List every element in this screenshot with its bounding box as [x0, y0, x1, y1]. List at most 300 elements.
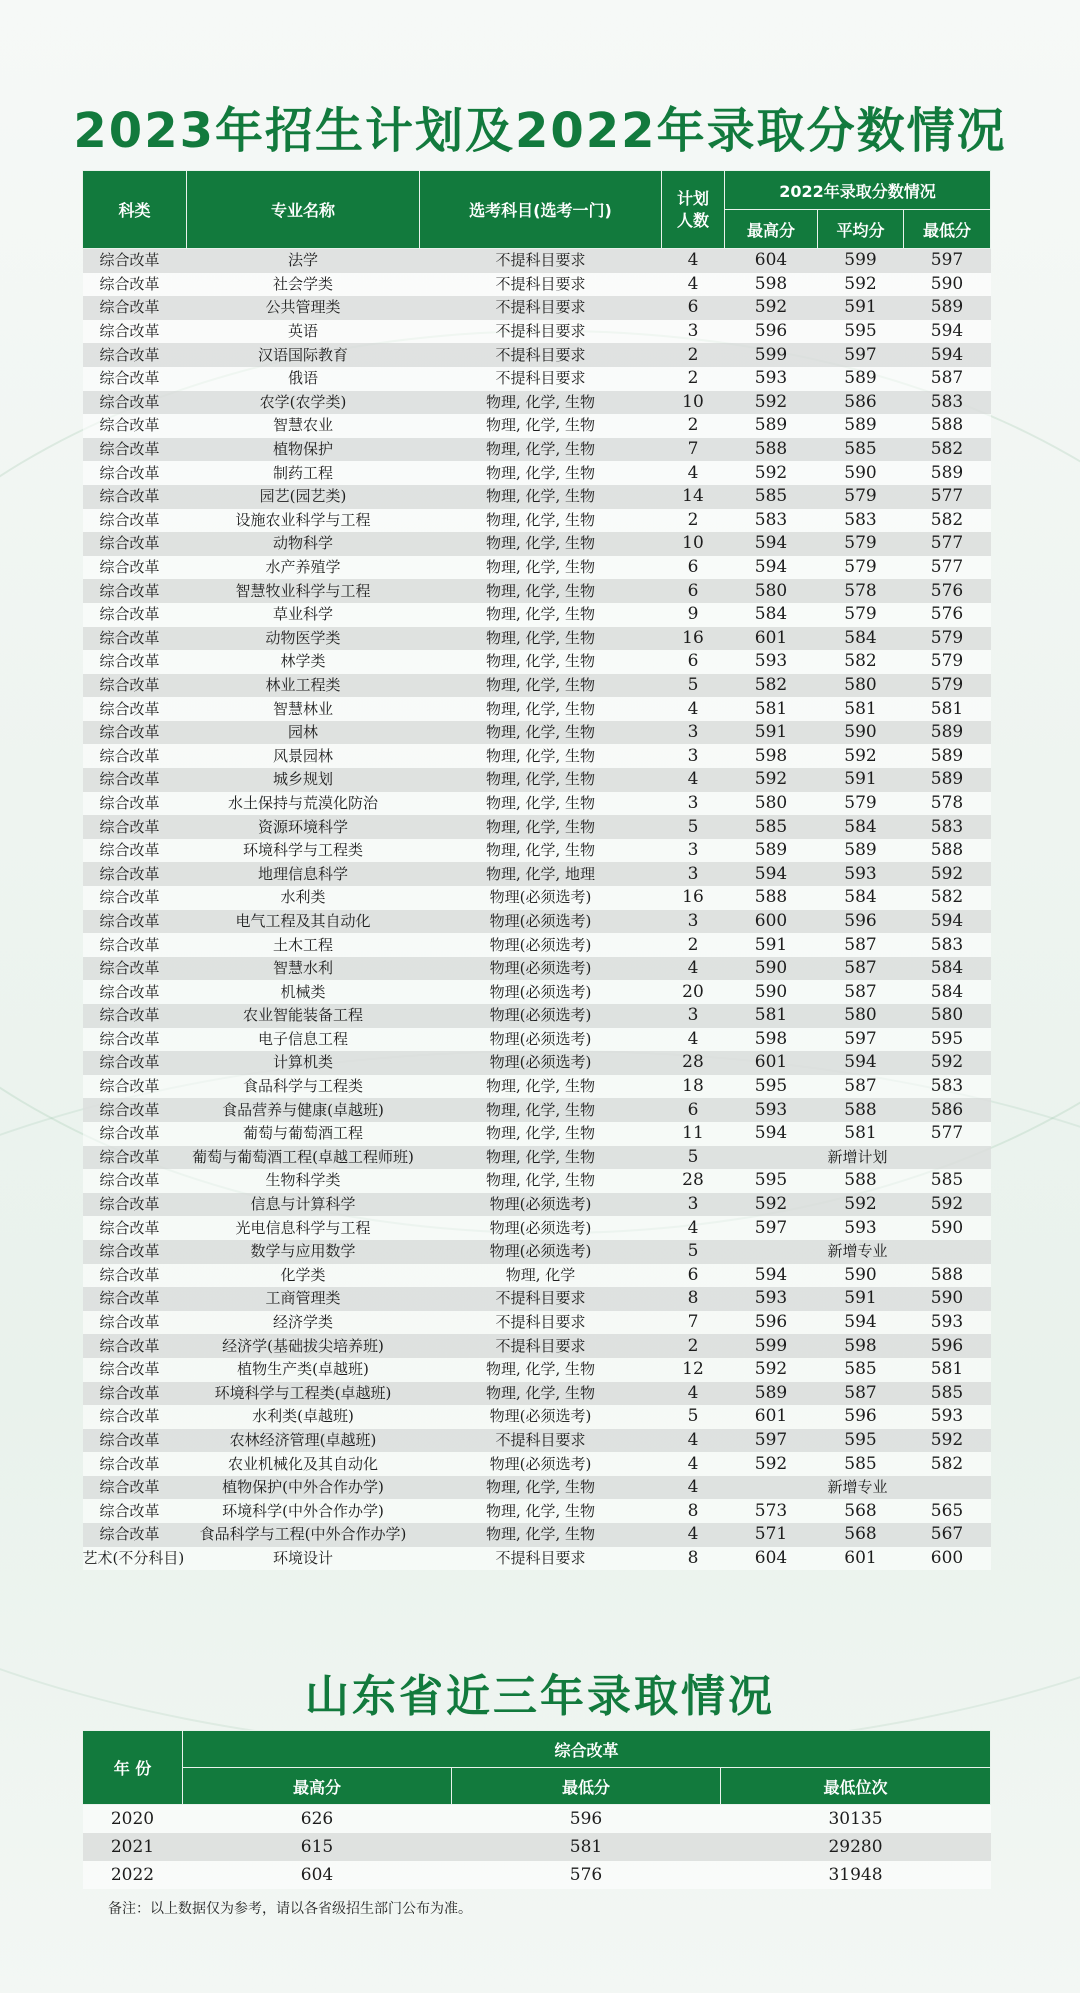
cell-min: 581	[904, 1358, 991, 1382]
table-row	[83, 1805, 991, 1834]
cell-plan: 8	[662, 1499, 725, 1523]
cell-max: 580	[725, 579, 818, 603]
cell-subjects: 物理(必须选考)	[420, 957, 662, 981]
cell-major: 植物生产类(卓越班)	[187, 1358, 420, 1382]
cell-plan: 5	[662, 815, 725, 839]
cell-min: 584	[904, 957, 991, 981]
cell-plan: 4	[662, 768, 725, 792]
cell-min: 592	[904, 1051, 991, 1075]
cell-major: 环境科学(中外合作办学)	[187, 1499, 420, 1523]
cell-category: 综合改革	[83, 1051, 187, 1075]
cell-avg: 601	[818, 1547, 904, 1571]
cell-min: 596	[904, 1334, 991, 1358]
cell-major: 草业科学	[187, 603, 420, 627]
cell-major: 农林经济管理(卓越班)	[187, 1429, 420, 1453]
cell-category: 综合改革	[83, 1429, 187, 1453]
cell-plan: 6	[662, 1098, 725, 1122]
cell-major: 农学(农学类)	[187, 391, 420, 415]
cell-category: 综合改革	[83, 461, 187, 485]
table-row	[83, 1452, 991, 1476]
cell-subjects: 物理, 化学, 生物	[420, 1075, 662, 1099]
table-row	[83, 650, 991, 674]
cell-max: 588	[725, 886, 818, 910]
cell-min: 592	[904, 862, 991, 886]
cell-major: 农业智能装备工程	[187, 1004, 420, 1028]
cell-category: 综合改革	[83, 627, 187, 651]
cell-max: 592	[725, 391, 818, 415]
cell-avg: 584	[818, 886, 904, 910]
cell-min: 589	[904, 461, 991, 485]
table-row	[83, 1499, 991, 1523]
cell-subjects: 物理, 化学, 生物	[420, 603, 662, 627]
cell-major: 农业机械化及其自动化	[187, 1452, 420, 1476]
cell-category: 综合改革	[83, 1476, 187, 1500]
table-row	[83, 1146, 991, 1170]
page-title: 2023年招生计划及2022年录取分数情况	[73, 103, 1007, 159]
cell-subjects: 物理, 化学, 生物	[420, 815, 662, 839]
table-row	[83, 1098, 991, 1122]
cell-avg: 595	[818, 320, 904, 344]
cell-plan: 16	[662, 627, 725, 651]
cell-category: 综合改革	[83, 1358, 187, 1382]
cell-max: 596	[725, 320, 818, 344]
cell-avg: 580	[818, 1004, 904, 1028]
cell-min: 579	[904, 650, 991, 674]
table-row	[83, 579, 991, 603]
table-row	[83, 1193, 991, 1217]
table-row	[83, 792, 991, 816]
cell-max: 626	[183, 1805, 452, 1834]
cell-plan: 5	[662, 1405, 725, 1429]
cell-category: 综合改革	[83, 1452, 187, 1476]
table-row	[83, 1051, 991, 1075]
cell-min: 582	[904, 438, 991, 462]
cell-subjects: 物理, 化学, 生物	[420, 438, 662, 462]
cell-avg: 594	[818, 1311, 904, 1335]
cell-category: 艺术(不分科目)	[83, 1547, 187, 1571]
cell-subjects: 物理, 化学, 生物	[420, 1523, 662, 1547]
cell-max: 589	[725, 1382, 818, 1406]
cell-max: 580	[725, 792, 818, 816]
cell-min: 588	[904, 1264, 991, 1288]
cell-year: 2021	[83, 1833, 183, 1861]
cell-max: 596	[725, 1311, 818, 1335]
cell-avg: 593	[818, 1216, 904, 1240]
cell-category: 综合改革	[83, 273, 187, 297]
cell-status: 新增计划	[725, 1146, 991, 1170]
cell-category: 综合改革	[83, 1264, 187, 1288]
cell-subjects: 物理(必须选考)	[420, 1452, 662, 1476]
cell-min: 594	[904, 343, 991, 367]
cell-major: 园林	[187, 721, 420, 745]
table-row	[83, 391, 991, 415]
cell-year: 2022	[83, 1861, 183, 1889]
cell-category: 综合改革	[83, 1405, 187, 1429]
cell-max: 601	[725, 1051, 818, 1075]
cell-major: 数学与应用数学	[187, 1240, 420, 1264]
cell-category: 综合改革	[83, 650, 187, 674]
cell-plan: 5	[662, 1240, 725, 1264]
cell-min: 576	[904, 579, 991, 603]
cell-major: 智慧农业	[187, 414, 420, 438]
cell-rank: 31948	[721, 1861, 991, 1889]
cell-max: 585	[725, 485, 818, 509]
cell-max: 590	[725, 957, 818, 981]
cell-category: 综合改革	[83, 1098, 187, 1122]
cell-avg: 594	[818, 1051, 904, 1075]
cell-plan: 3	[662, 721, 725, 745]
cell-max: 592	[725, 461, 818, 485]
header-max: 最高分	[183, 1768, 452, 1805]
cell-major: 葡萄与葡萄酒工程(卓越工程师班)	[187, 1146, 420, 1170]
table-row	[83, 1833, 991, 1861]
cell-plan: 10	[662, 391, 725, 415]
cell-max: 599	[725, 343, 818, 367]
cell-category: 综合改革	[83, 1334, 187, 1358]
cell-plan: 4	[662, 957, 725, 981]
cell-max: 594	[725, 862, 818, 886]
table-row	[83, 744, 991, 768]
cell-plan: 2	[662, 367, 725, 391]
cell-subjects: 物理, 化学, 生物	[420, 839, 662, 863]
header-min: 最低分	[904, 210, 991, 249]
header-plan: 计划人数	[662, 171, 725, 249]
table-row	[83, 862, 991, 886]
table-row	[83, 910, 991, 934]
cell-plan: 4	[662, 697, 725, 721]
cell-plan: 3	[662, 1004, 725, 1028]
table-row	[83, 1382, 991, 1406]
cell-subjects: 物理(必须选考)	[420, 910, 662, 934]
cell-plan: 4	[662, 1429, 725, 1453]
cell-avg: 578	[818, 579, 904, 603]
table-row	[83, 886, 991, 910]
table-row	[83, 603, 991, 627]
cell-category: 综合改革	[83, 744, 187, 768]
cell-max: 589	[725, 414, 818, 438]
cell-major: 园艺(园艺类)	[187, 485, 420, 509]
cell-subjects: 物理, 化学, 生物	[420, 768, 662, 792]
cell-category: 综合改革	[83, 1499, 187, 1523]
cell-subjects: 物理, 化学, 生物	[420, 414, 662, 438]
cell-category: 综合改革	[83, 815, 187, 839]
cell-subjects: 不提科目要求	[420, 343, 662, 367]
cell-subjects: 物理, 化学, 生物	[420, 697, 662, 721]
header-major: 专业名称	[187, 171, 420, 249]
cell-max: 594	[725, 556, 818, 580]
cell-min: 589	[904, 721, 991, 745]
cell-category: 综合改革	[83, 391, 187, 415]
table-row	[83, 674, 991, 698]
cell-min: 577	[904, 485, 991, 509]
cell-min: 600	[904, 1547, 991, 1571]
admission-table	[82, 170, 991, 1570]
table-row	[83, 627, 991, 651]
table-row	[83, 1264, 991, 1288]
cell-major: 地理信息科学	[187, 862, 420, 886]
cell-category: 综合改革	[83, 1311, 187, 1335]
header-rank: 最低位次	[721, 1768, 991, 1805]
cell-category: 综合改革	[83, 1122, 187, 1146]
cell-avg: 587	[818, 1075, 904, 1099]
table-row	[83, 1358, 991, 1382]
cell-plan: 8	[662, 1287, 725, 1311]
cell-major: 智慧水利	[187, 957, 420, 981]
cell-avg: 589	[818, 367, 904, 391]
cell-major: 法学	[187, 249, 420, 273]
cell-major: 水利类	[187, 886, 420, 910]
cell-min: 593	[904, 1311, 991, 1335]
cell-avg: 581	[818, 697, 904, 721]
cell-min: 585	[904, 1169, 991, 1193]
cell-min: 581	[904, 697, 991, 721]
cell-max: 601	[725, 1405, 818, 1429]
table-row	[83, 1547, 991, 1571]
cell-avg: 568	[818, 1523, 904, 1547]
cell-subjects: 物理, 化学, 生物	[420, 1169, 662, 1193]
cell-avg: 591	[818, 768, 904, 792]
cell-min: 589	[904, 768, 991, 792]
cell-category: 综合改革	[83, 1146, 187, 1170]
header-max: 最高分	[725, 210, 818, 249]
cell-plan: 6	[662, 650, 725, 674]
cell-status: 新增专业	[725, 1476, 991, 1500]
cell-subjects: 不提科目要求	[420, 367, 662, 391]
cell-avg: 590	[818, 1264, 904, 1288]
cell-min: 588	[904, 414, 991, 438]
cell-plan: 4	[662, 249, 725, 273]
cell-subjects: 物理, 化学, 生物	[420, 650, 662, 674]
cell-major: 生物科学类	[187, 1169, 420, 1193]
cell-category: 综合改革	[83, 367, 187, 391]
cell-plan: 28	[662, 1169, 725, 1193]
cell-max: 601	[725, 627, 818, 651]
cell-plan: 6	[662, 579, 725, 603]
table-row	[83, 509, 991, 533]
cell-min: 583	[904, 815, 991, 839]
cell-plan: 6	[662, 556, 725, 580]
cell-max: 597	[725, 1216, 818, 1240]
cell-plan: 4	[662, 273, 725, 297]
cell-plan: 6	[662, 296, 725, 320]
cell-subjects: 物理(必须选考)	[420, 886, 662, 910]
table-row	[83, 1169, 991, 1193]
cell-category: 综合改革	[83, 509, 187, 533]
cell-subjects: 物理(必须选考)	[420, 1240, 662, 1264]
cell-subjects: 物理, 化学, 生物	[420, 1146, 662, 1170]
cell-plan: 2	[662, 1334, 725, 1358]
cell-category: 综合改革	[83, 697, 187, 721]
cell-avg: 580	[818, 674, 904, 698]
cell-subjects: 物理, 化学, 生物	[420, 1382, 662, 1406]
cell-category: 综合改革	[83, 957, 187, 981]
cell-avg: 599	[818, 249, 904, 273]
table-row	[83, 1861, 991, 1889]
cell-category: 综合改革	[83, 933, 187, 957]
cell-min: 579	[904, 627, 991, 651]
cell-min: 583	[904, 1075, 991, 1099]
cell-major: 汉语国际教育	[187, 343, 420, 367]
cell-major: 环境科学与工程类	[187, 839, 420, 863]
cell-subjects: 物理, 化学, 生物	[420, 721, 662, 745]
cell-category: 综合改革	[83, 1169, 187, 1193]
cell-avg: 584	[818, 815, 904, 839]
cell-max: 593	[725, 1098, 818, 1122]
cell-min: 579	[904, 674, 991, 698]
cell-major: 俄语	[187, 367, 420, 391]
cell-plan: 4	[662, 1452, 725, 1476]
cell-subjects: 物理, 化学, 生物	[420, 532, 662, 556]
cell-min: 576	[452, 1861, 721, 1889]
cell-subjects: 不提科目要求	[420, 249, 662, 273]
cell-subjects: 不提科目要求	[420, 1547, 662, 1571]
cell-avg: 588	[818, 1169, 904, 1193]
table-row	[83, 1028, 991, 1052]
cell-major: 电气工程及其自动化	[187, 910, 420, 934]
cell-max: 581	[725, 697, 818, 721]
cell-major: 英语	[187, 320, 420, 344]
cell-major: 风景园林	[187, 744, 420, 768]
cell-category: 综合改革	[83, 839, 187, 863]
cell-major: 化学类	[187, 1264, 420, 1288]
cell-min: 582	[904, 509, 991, 533]
cell-category: 综合改革	[83, 1287, 187, 1311]
cell-max: 595	[725, 1169, 818, 1193]
cell-max: 590	[725, 980, 818, 1004]
cell-plan: 2	[662, 509, 725, 533]
cell-avg: 595	[818, 1429, 904, 1453]
table-row	[83, 273, 991, 297]
cell-plan: 2	[662, 414, 725, 438]
cell-max: 593	[725, 1287, 818, 1311]
cell-category: 综合改革	[83, 414, 187, 438]
cell-status: 新增专业	[725, 1240, 991, 1264]
cell-min: 593	[904, 1405, 991, 1429]
cell-max: 583	[725, 509, 818, 533]
table-row	[83, 485, 991, 509]
cell-subjects: 物理(必须选考)	[420, 1028, 662, 1052]
cell-avg: 596	[818, 910, 904, 934]
cell-plan: 4	[662, 1476, 725, 1500]
cell-category: 综合改革	[83, 1240, 187, 1264]
cell-max: 573	[725, 1499, 818, 1523]
cell-min: 592	[904, 1429, 991, 1453]
cell-min: 578	[904, 792, 991, 816]
cell-subjects: 物理, 化学, 生物	[420, 674, 662, 698]
cell-major: 林学类	[187, 650, 420, 674]
cell-avg: 590	[818, 461, 904, 485]
cell-major: 经济学(基础拔尖培养班)	[187, 1334, 420, 1358]
cell-plan: 12	[662, 1358, 725, 1382]
cell-category: 综合改革	[83, 1523, 187, 1547]
cell-min: 589	[904, 744, 991, 768]
cell-major: 环境设计	[187, 1547, 420, 1571]
cell-max: 592	[725, 1358, 818, 1382]
cell-min: 597	[904, 249, 991, 273]
cell-max: 598	[725, 744, 818, 768]
cell-avg: 584	[818, 627, 904, 651]
header-year: 年 份	[83, 1731, 183, 1805]
cell-category: 综合改革	[83, 579, 187, 603]
cell-max: 593	[725, 367, 818, 391]
cell-min: 586	[904, 1098, 991, 1122]
table-row	[83, 1075, 991, 1099]
table-row	[83, 697, 991, 721]
cell-major: 计算机类	[187, 1051, 420, 1075]
table-row	[83, 957, 991, 981]
cell-min: 592	[904, 1193, 991, 1217]
cell-max: 595	[725, 1075, 818, 1099]
cell-max: 593	[725, 650, 818, 674]
cell-major: 土木工程	[187, 933, 420, 957]
cell-plan: 3	[662, 792, 725, 816]
cell-avg: 598	[818, 1334, 904, 1358]
cell-plan: 4	[662, 1382, 725, 1406]
cell-avg: 590	[818, 721, 904, 745]
cell-min: 585	[904, 1382, 991, 1406]
cell-category: 综合改革	[83, 980, 187, 1004]
cell-subjects: 物理(必须选考)	[420, 1051, 662, 1075]
cell-avg: 586	[818, 391, 904, 415]
cell-max: 594	[725, 1122, 818, 1146]
cell-category: 综合改革	[83, 485, 187, 509]
cell-major: 智慧林业	[187, 697, 420, 721]
cell-major: 智慧牧业科学与工程	[187, 579, 420, 603]
cell-max: 592	[725, 296, 818, 320]
cell-plan: 8	[662, 1547, 725, 1571]
cell-min: 590	[904, 273, 991, 297]
cell-min: 577	[904, 532, 991, 556]
cell-category: 综合改革	[83, 438, 187, 462]
cell-max: 589	[725, 839, 818, 863]
cell-subjects: 物理(必须选考)	[420, 1216, 662, 1240]
cell-min: 580	[904, 1004, 991, 1028]
cell-category: 综合改革	[83, 556, 187, 580]
table-row	[83, 1429, 991, 1453]
cell-major: 机械类	[187, 980, 420, 1004]
cell-max: 581	[725, 1004, 818, 1028]
table-row	[83, 1004, 991, 1028]
table-row	[83, 461, 991, 485]
cell-subjects: 物理, 化学, 生物	[420, 744, 662, 768]
cell-plan: 3	[662, 862, 725, 886]
cell-max: 594	[725, 1264, 818, 1288]
cell-subjects: 不提科目要求	[420, 296, 662, 320]
table-row	[83, 1334, 991, 1358]
cell-min: 583	[904, 391, 991, 415]
cell-avg: 585	[818, 438, 904, 462]
cell-year: 2020	[83, 1805, 183, 1834]
cell-min: 588	[904, 839, 991, 863]
cell-avg: 583	[818, 509, 904, 533]
cell-category: 综合改革	[83, 1382, 187, 1406]
cell-subjects: 不提科目要求	[420, 1287, 662, 1311]
cell-avg: 589	[818, 414, 904, 438]
cell-plan: 14	[662, 485, 725, 509]
cell-major: 食品科学与工程(中外合作办学)	[187, 1523, 420, 1547]
cell-plan: 4	[662, 1216, 725, 1240]
cell-major: 植物保护(中外合作办学)	[187, 1476, 420, 1500]
cell-major: 光电信息科学与工程	[187, 1216, 420, 1240]
cell-subjects: 物理, 化学, 生物	[420, 792, 662, 816]
cell-max: 604	[725, 1547, 818, 1571]
table-row	[83, 1240, 991, 1264]
table-row	[83, 839, 991, 863]
cell-avg: 596	[818, 1405, 904, 1429]
cell-min: 594	[904, 910, 991, 934]
table-row	[83, 414, 991, 438]
cell-avg: 592	[818, 1193, 904, 1217]
